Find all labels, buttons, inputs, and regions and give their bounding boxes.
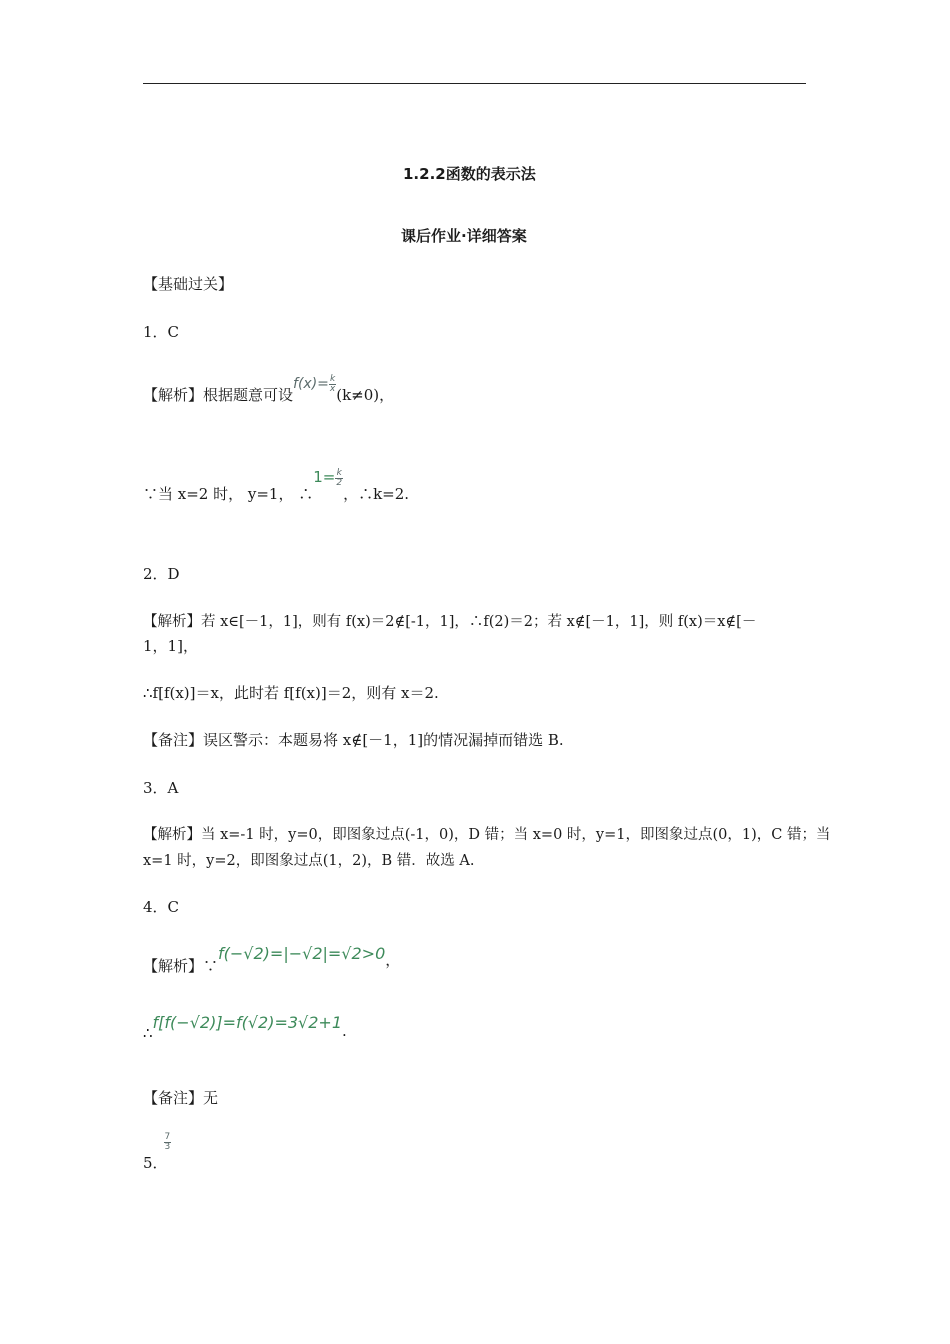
q1-frac-k-over-2: [335, 469, 343, 488]
q2-note: 【备注】误区警示：本题易将 x∉[－1，1]的情况漏掉而错选 B.: [143, 731, 564, 749]
q1-line2-pre: ∵当 x=2 时， y=1， ∴: [143, 485, 314, 503]
q4-expr2-end: .: [342, 1022, 347, 1040]
q5-frac-num: 7: [164, 1131, 171, 1142]
q4-expr2: f[f(−√2)]=f(√2)=3√2+1: [152, 1013, 343, 1032]
q4-therefore: ∴: [143, 1024, 153, 1042]
q4-line2: [143, 1013, 347, 1042]
q1-frac-den: x: [329, 383, 336, 394]
q5-frac: [164, 1133, 172, 1152]
q4-answer: 4．C: [143, 898, 180, 916]
q2-answer: 2．D: [143, 565, 180, 583]
q4-expr1: f(−√2)=|−√2|=√2>0: [218, 944, 386, 963]
page-title: 1.2.2函数的表示法: [403, 165, 536, 183]
q1-frac2-den: 2: [336, 477, 343, 488]
q1-answer: 1．C: [143, 323, 180, 341]
q1-cond: (k≠0)，: [336, 386, 395, 404]
q5-answer: 5．: [143, 1154, 168, 1172]
q4-analysis: [143, 943, 401, 975]
q2-analysis-line2: 1，1]，: [143, 637, 198, 655]
q1-analysis: [143, 372, 395, 404]
q2-line3: ∴f[f(x)]＝x，此时若 f[f(x)]＝2，则有 x＝2.: [143, 684, 439, 702]
q5: [143, 1130, 171, 1172]
q3-answer: 3．A: [143, 779, 179, 797]
page-subtitle: 课后作业·详细答案: [401, 227, 527, 245]
q3-analysis-line2: x=1 时，y=2，即图象过点(1，2)，B 错．故选 A.: [143, 853, 475, 869]
q1-fx: f(x)=: [293, 376, 329, 392]
q1-line2-post: ，∴k=2.: [343, 485, 410, 503]
q3-analysis-line1: 【解析】当 x=-1 时，y=0，即图象过点(-1，0)，D 错；当 x=0 时，y=1，即图象过点(0，1)，C 错；当: [143, 827, 831, 843]
q1-eq-one: 1=: [313, 468, 336, 486]
q2-analysis-line1: 【解析】若 x∈[－1，1]，则有 f(x)＝2∉[-1，1]，∴f(2)＝2；若 x∉[－1，1]，则 f(x)＝x∉[－: [143, 614, 757, 630]
header-rule: [143, 83, 806, 84]
q4-note: 【备注】无: [143, 1089, 219, 1107]
section-heading: 【基础过关】: [143, 275, 234, 293]
q1-frac-num: k: [329, 373, 336, 384]
q4-expr1-end: ，: [385, 951, 401, 969]
q5-frac-den: 3: [164, 1141, 171, 1152]
q1-line2: [143, 466, 410, 503]
q1-frac2-num: k: [336, 467, 342, 478]
q1-analysis-prefix: 【解析】根据题意可设: [143, 386, 294, 404]
q4-analysis-prefix: 【解析】∵: [143, 957, 219, 975]
